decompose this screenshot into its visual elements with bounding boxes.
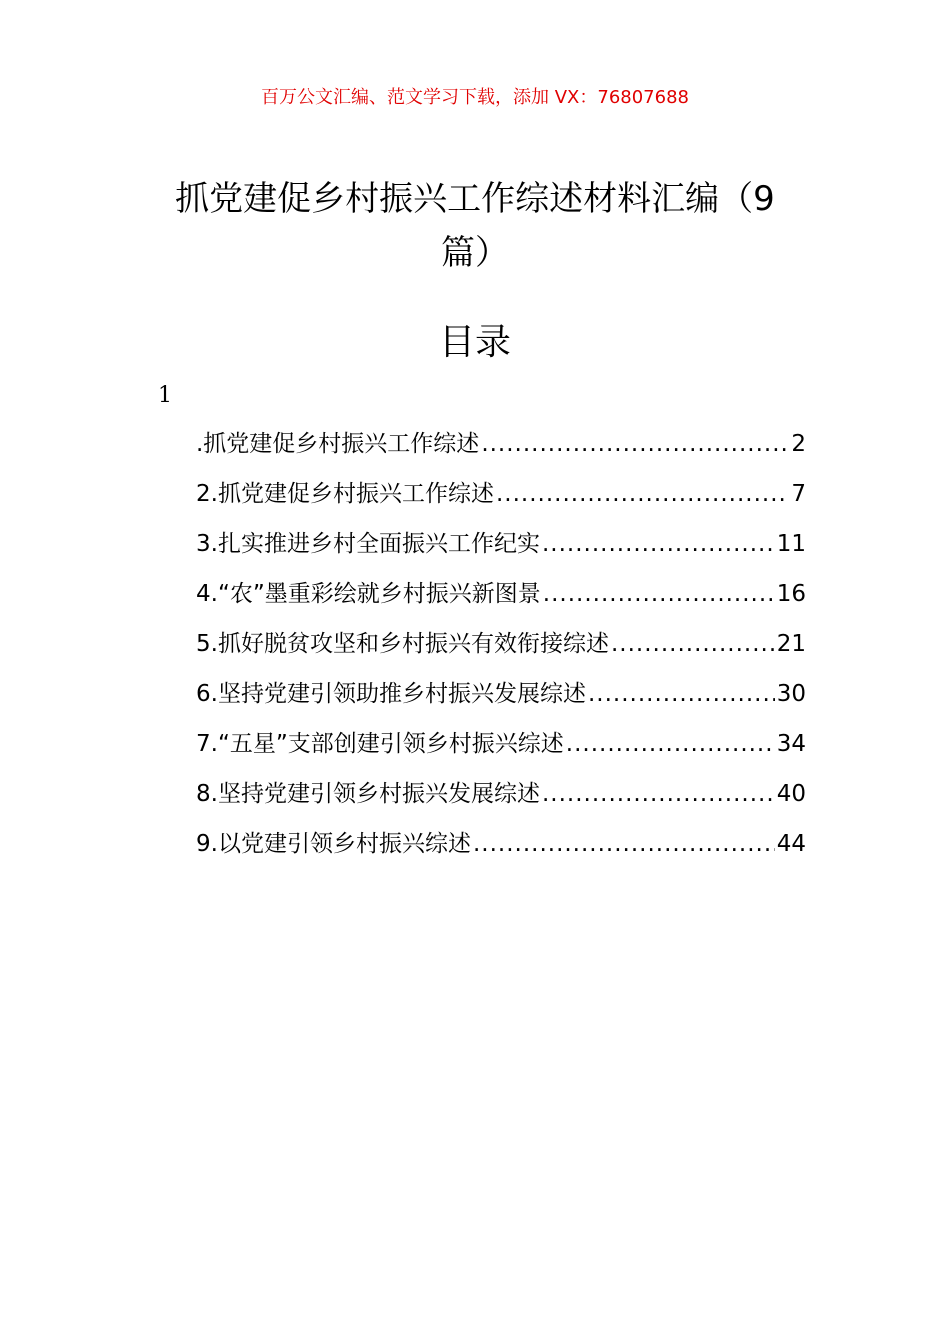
toc-entry[interactable] (196, 822, 806, 872)
toc-entry-label: 2.抓党建促乡村振兴工作综述 (196, 481, 494, 507)
toc-entry[interactable] (196, 572, 806, 622)
toc-dot-leader (473, 822, 775, 866)
toc-entry-page: 7 (791, 481, 806, 507)
document-title: 抓党建促乡村振兴工作综述材料汇编（9篇） (175, 179, 775, 273)
toc-dot-leader (611, 622, 775, 666)
toc-entry-label: 6.坚持党建引领助推乡村振兴发展综述 (196, 681, 586, 707)
toc-dot-leader (496, 472, 789, 516)
toc-entry-page: 34 (776, 731, 806, 757)
toc-entry[interactable] (196, 672, 806, 722)
toc-entry-page: 2 (791, 431, 806, 457)
toc-dot-leader (543, 572, 775, 616)
toc-heading: 目录 (438, 322, 511, 363)
toc-entry-page: 11 (776, 531, 806, 557)
toc-entry-page: 16 (776, 581, 806, 607)
header-watermark-note: 百万公文汇编、范文学习下载，添加 VX：76807688 (261, 87, 689, 108)
toc-dot-leader (588, 672, 775, 716)
toc-dot-leader (481, 422, 789, 466)
toc-entry[interactable] (196, 472, 806, 522)
toc-entry[interactable] (196, 622, 806, 672)
toc-entry[interactable] (196, 522, 806, 572)
toc-entry[interactable] (196, 772, 806, 822)
toc-entry-label: .抓党建促乡村振兴工作综述 (196, 431, 480, 457)
toc-entry[interactable] (196, 722, 806, 772)
toc-entry-label: 8.坚持党建引领乡村振兴发展综述 (196, 781, 540, 807)
toc-entry-label: 4.“农”墨重彩绘就乡村振兴新图景 (196, 581, 541, 607)
toc-entry-label: 5.抓好脱贫攻坚和乡村振兴有效衔接综述 (196, 631, 609, 657)
toc-dot-leader (542, 522, 775, 566)
toc-entry-page: 44 (776, 831, 806, 857)
toc-dot-leader (566, 722, 775, 766)
toc-entry-label: 9.以党建引领乡村振兴综述 (196, 831, 471, 857)
toc-entry-label: 7.“五星”支部创建引领乡村振兴综述 (196, 731, 564, 757)
toc-entry-label: 3.扎实推进乡村全面振兴工作纪实 (196, 531, 540, 557)
toc-entry-page: 21 (776, 631, 806, 657)
stray-page-number: 1 (158, 383, 172, 408)
toc-entry-page: 30 (776, 681, 806, 707)
toc-entry-page: 40 (776, 781, 806, 807)
toc-entry[interactable] (196, 422, 806, 472)
table-of-contents (196, 422, 806, 872)
toc-dot-leader (542, 772, 775, 816)
